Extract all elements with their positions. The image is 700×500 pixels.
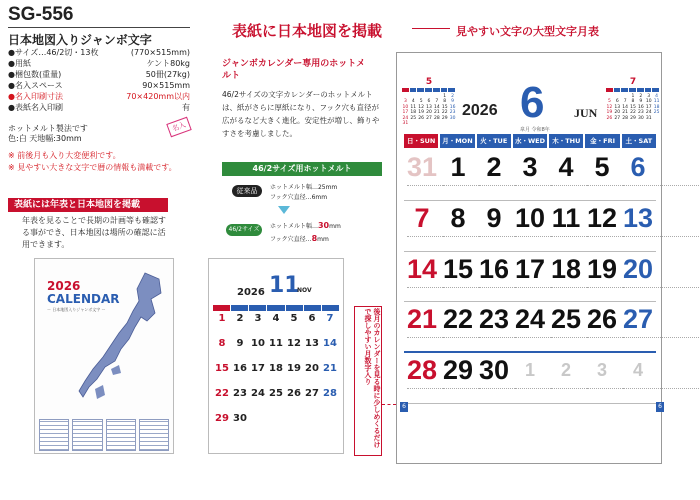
mini-day: 30 xyxy=(449,115,456,121)
nov-day: 25 xyxy=(269,388,283,399)
era-label: 皐月 令和8年 xyxy=(520,127,550,133)
memo-line xyxy=(623,185,700,193)
conventional-hole: フック穴直径…6mm xyxy=(270,194,328,201)
mini-day: 6 xyxy=(615,99,619,104)
new-width-label: ホットメルト幅… xyxy=(270,223,318,230)
day-cell xyxy=(584,302,620,353)
nov-day: 28 xyxy=(323,388,337,399)
nov-day: 27 xyxy=(305,388,319,399)
hotmelt-feature-title: ジャンボカレンダー専用のホットメルト xyxy=(222,59,366,81)
spec-label: ●名入印刷寸法 xyxy=(8,92,63,101)
mini-day: 7 xyxy=(623,99,627,104)
day-cell xyxy=(440,201,476,252)
day-number: 17 xyxy=(514,253,546,284)
nov-day: 12 xyxy=(287,338,301,349)
nov-day xyxy=(249,413,267,429)
mini-day: 18 xyxy=(410,110,417,115)
day-number: 4 xyxy=(632,360,643,381)
mini-day: 2 xyxy=(451,93,454,99)
memo-line xyxy=(623,337,700,345)
note-item: ※ 前後月も入り大変便利です。 xyxy=(8,151,121,160)
mini-day: 11 xyxy=(653,99,660,104)
day-number: 22 xyxy=(442,304,474,335)
nov-day: 5 xyxy=(290,313,298,324)
day-cell xyxy=(476,150,512,201)
mini-day: 12 xyxy=(606,104,613,110)
cover-banner-desc: 年表を見ることで長期の計画等も確認する事ができ、日本地図は場所の確認に活用できます。 xyxy=(22,216,166,249)
mini-day: 1 xyxy=(443,93,447,99)
mini-day: 16 xyxy=(449,104,456,110)
day-cell xyxy=(548,150,584,201)
product-name: 日本地図入りジャンボ文字 xyxy=(8,33,152,47)
main-month-name: JUN xyxy=(574,106,598,120)
mini-day: 24 xyxy=(402,115,409,121)
day-cell xyxy=(440,252,476,303)
mini-day: 3 xyxy=(403,99,407,104)
nov-day: 24 xyxy=(251,388,265,399)
nov-day: 21 xyxy=(323,363,337,374)
nov-year: 2026 xyxy=(237,287,265,298)
weekday-label: 火・TUE xyxy=(477,134,511,148)
nov-day-grid xyxy=(213,313,339,429)
weekday-label: 月・MON xyxy=(440,134,474,148)
arrow-down-icon xyxy=(278,206,290,214)
day-cell xyxy=(620,150,656,201)
mini-day: 25 xyxy=(653,110,660,115)
nov-day: 22 xyxy=(215,388,229,399)
spec-label: ●用紙 xyxy=(8,59,31,68)
day-number: 30 xyxy=(478,355,510,386)
weekday-label: 水・WED xyxy=(513,134,547,148)
weekday-label: 土・SAT xyxy=(622,134,656,148)
next-month-mini xyxy=(606,77,660,121)
day-number: 19 xyxy=(586,253,618,284)
day-cell xyxy=(584,150,620,201)
mini-day: 12 xyxy=(418,104,424,110)
day-number: 31 xyxy=(406,152,438,182)
spec-row xyxy=(8,103,190,113)
new-hole-unit: mm xyxy=(317,236,329,243)
weekday-label: 日・SUN xyxy=(404,134,438,148)
cover-year: 2026 xyxy=(47,279,81,293)
spec-label: ●サイズ…46/2切・13枚 xyxy=(8,48,99,57)
day-cell xyxy=(512,353,548,404)
new-hole-label: フック穴直径… xyxy=(270,236,312,243)
weekday-header xyxy=(404,134,656,148)
day-number: 3 xyxy=(596,360,607,381)
day-number: 1 xyxy=(524,360,535,381)
mini-day xyxy=(418,121,425,127)
day-number: 4 xyxy=(558,152,574,182)
nov-day: 29 xyxy=(215,413,229,424)
day-number: 13 xyxy=(622,202,654,233)
mini-day: 9 xyxy=(451,99,454,104)
day-cell xyxy=(620,252,656,303)
name-stamp-icon: 名入 xyxy=(166,117,191,138)
day-cell xyxy=(404,302,440,353)
day-number: 21 xyxy=(406,304,438,335)
mini-day: 21 xyxy=(433,110,440,115)
cover-calendar-image xyxy=(34,258,174,454)
nov-weekday-header xyxy=(213,305,339,311)
day-number: 12 xyxy=(586,202,618,233)
mini-day: 6 xyxy=(427,99,431,104)
mini-day: 2 xyxy=(639,93,643,99)
hotmelt-label: ホットメルト製法です xyxy=(8,124,88,133)
mini-day: 4 xyxy=(411,99,415,104)
mini-day xyxy=(653,116,660,122)
day-cell xyxy=(512,302,548,353)
nov-day: 10 xyxy=(251,338,265,349)
divider xyxy=(412,28,450,29)
day-number: 29 xyxy=(442,355,474,386)
nov-day: 30 xyxy=(233,413,247,424)
mini-day: 14 xyxy=(622,104,628,110)
spec-row xyxy=(8,48,190,58)
mini-day: 13 xyxy=(614,104,621,110)
memo-line xyxy=(623,388,700,396)
nov-day: 6 xyxy=(308,313,316,324)
nov-day: 17 xyxy=(251,363,265,374)
day-cell xyxy=(476,201,512,252)
mini-day: 22 xyxy=(441,110,448,115)
mini-day: 15 xyxy=(441,104,448,110)
mini-day: 23 xyxy=(637,110,644,115)
day-cell xyxy=(404,150,440,201)
callout-pointer xyxy=(382,404,396,405)
prev-month-mini xyxy=(402,77,456,127)
nov-day: 1 xyxy=(218,313,226,324)
mini-day: 19 xyxy=(606,110,613,115)
mini-day: 23 xyxy=(449,110,456,115)
day-cell xyxy=(512,150,548,201)
day-cell xyxy=(620,353,656,404)
mini-day: 20 xyxy=(426,110,432,115)
spec-value: (770×515mm) xyxy=(130,48,190,57)
mini-day xyxy=(426,121,433,127)
mini-day: 29 xyxy=(630,115,636,121)
mini-day: 1 xyxy=(631,93,635,99)
nov-day xyxy=(285,413,303,429)
headline-sub: 見やすい文字の大型文字月表 xyxy=(456,25,599,38)
day-cell xyxy=(476,252,512,303)
mini-day: 16 xyxy=(637,104,644,110)
mini-day: 17 xyxy=(645,104,652,110)
day-number: 27 xyxy=(622,304,654,335)
day-number: 10 xyxy=(514,202,546,233)
mini-day xyxy=(441,121,448,127)
mini-day: 8 xyxy=(443,99,447,104)
day-number: 1 xyxy=(450,152,466,182)
nov-month-name: NOV xyxy=(297,287,312,294)
mini-day: 27 xyxy=(426,115,432,121)
weekday-label: 木・THU xyxy=(549,134,583,148)
next-month-label: 7 xyxy=(629,77,637,87)
day-cell xyxy=(584,252,620,303)
mini-day: 26 xyxy=(606,115,613,121)
nov-day: 9 xyxy=(236,338,244,349)
nov-day: 11 xyxy=(269,338,283,349)
spec-row xyxy=(8,92,190,102)
day-number: 25 xyxy=(550,304,582,335)
next-month-grid xyxy=(606,94,660,122)
day-number: 15 xyxy=(442,253,474,284)
nov-calendar-image xyxy=(208,258,344,454)
spec-value: 有 xyxy=(182,103,190,112)
mini-day: 18 xyxy=(653,104,660,110)
nov-month: 11 xyxy=(269,273,300,298)
mini-day: 14 xyxy=(433,104,440,110)
nov-day: 7 xyxy=(326,313,334,324)
nov-day xyxy=(321,413,339,429)
mini-day: 20 xyxy=(614,110,621,115)
day-cell xyxy=(404,201,440,252)
nov-day: 14 xyxy=(323,338,337,349)
day-number: 7 xyxy=(414,202,430,233)
month-marker-right: 6 xyxy=(656,402,664,412)
day-number: 26 xyxy=(586,304,618,335)
spec-row xyxy=(8,59,190,69)
new-spec xyxy=(270,220,341,246)
day-cell xyxy=(440,353,476,404)
japan-map-icon xyxy=(75,269,171,409)
mini-day: 4 xyxy=(655,93,658,99)
mini-day: 11 xyxy=(410,104,417,110)
mini-day: 17 xyxy=(402,110,409,115)
mini-day: 13 xyxy=(426,104,432,110)
day-number: 16 xyxy=(478,253,510,284)
new-width-unit: mm xyxy=(329,223,341,230)
day-cell xyxy=(620,302,656,353)
day-number: 8 xyxy=(450,202,466,233)
day-number: 5 xyxy=(594,152,610,182)
spec-label: ●表紙名入印刷 xyxy=(8,103,63,112)
mini-day: 10 xyxy=(402,104,409,110)
mini-day: 5 xyxy=(419,99,423,104)
day-number: 18 xyxy=(550,253,582,284)
mini-day: 24 xyxy=(645,110,652,115)
day-cell xyxy=(476,353,512,404)
mini-day xyxy=(410,121,417,127)
mini-day: 21 xyxy=(622,110,628,115)
mini-day: 31 xyxy=(645,115,652,121)
mini-day: 3 xyxy=(647,93,651,99)
headline-main: 表紙に日本地図を掲載 xyxy=(232,22,383,40)
mini-day: 7 xyxy=(435,99,439,104)
day-number: 20 xyxy=(622,253,654,284)
month-marker-left: 6 xyxy=(400,402,408,412)
day-number: 24 xyxy=(514,304,546,335)
nov-day: 15 xyxy=(215,363,229,374)
mini-day: 10 xyxy=(645,99,652,104)
new-hole-value: 8 xyxy=(311,234,318,243)
mini-day: 26 xyxy=(418,115,424,121)
day-cell xyxy=(512,201,548,252)
nov-day xyxy=(267,413,285,429)
nov-day: 4 xyxy=(272,313,280,324)
spec-value: 90×515mm xyxy=(142,81,190,90)
new-width-value: 30 xyxy=(317,221,330,230)
mini-day: 15 xyxy=(630,104,636,110)
day-number: 6 xyxy=(630,152,646,182)
day-cell xyxy=(440,150,476,201)
memo-line xyxy=(623,287,700,295)
prev-month-label: 5 xyxy=(425,77,433,87)
cover-banner-title: 表紙には年表と日本地図を掲載 xyxy=(8,198,168,212)
hotmelt-feature-body: 46/2サイズの文字カレンダーのホットメルトは、紙がさらに厚紙になり、フック穴も直径が広がるなど大きく進化。安定性が増し、飾りやすさを考慮しました。 xyxy=(222,90,380,138)
day-cell xyxy=(584,201,620,252)
spec-value: 70×420mm以内 xyxy=(126,92,190,101)
size-banner: 46/2サイズ用ホットメルト xyxy=(222,162,382,176)
model-number: SG-556 xyxy=(8,4,74,25)
nov-day: 26 xyxy=(287,388,301,399)
conventional-spec xyxy=(270,183,337,203)
day-grid xyxy=(404,150,656,404)
day-cell xyxy=(548,302,584,353)
day-cell xyxy=(512,252,548,303)
main-year: 2026 xyxy=(462,102,498,119)
nov-day: 19 xyxy=(287,363,301,374)
day-number: 9 xyxy=(486,202,502,233)
day-cell xyxy=(476,302,512,353)
nov-day: 3 xyxy=(254,313,262,324)
mini-day: 31 xyxy=(402,121,409,126)
main-month: 6 xyxy=(520,78,545,127)
mini-day: 8 xyxy=(631,99,635,104)
spec-row xyxy=(8,81,190,91)
nov-day: 2 xyxy=(236,313,244,324)
mini-day xyxy=(433,121,440,127)
nov-day: 8 xyxy=(218,338,226,349)
yearly-mini-calendar xyxy=(39,419,169,451)
mini-day: 22 xyxy=(630,110,636,115)
day-number: 2 xyxy=(486,152,502,182)
new-size-badge: 46/2サイズ xyxy=(226,224,262,236)
mini-day: 28 xyxy=(433,115,440,121)
nov-day: 13 xyxy=(305,338,319,349)
day-cell xyxy=(620,201,656,252)
nov-day: 16 xyxy=(233,363,247,374)
mini-day: 30 xyxy=(637,115,644,121)
day-cell xyxy=(440,302,476,353)
mini-day: 25 xyxy=(410,115,417,121)
hotmelt-desc: 色:白 天地幅:30mm xyxy=(8,134,82,143)
divider xyxy=(8,27,190,28)
spec-label: ●梱包数(重量) xyxy=(8,70,62,79)
nov-day: 18 xyxy=(269,363,283,374)
callout-text: 後月のカレンダーを見る時に少しめくるだけで探しやすい月数字入り xyxy=(364,308,381,448)
nov-day: 20 xyxy=(305,363,319,374)
spec-row xyxy=(8,70,190,80)
day-cell xyxy=(548,252,584,303)
day-cell xyxy=(404,252,440,303)
prev-month-grid xyxy=(402,94,456,127)
day-number: 11 xyxy=(551,202,581,233)
day-number: 14 xyxy=(406,253,438,284)
note-item: ※ 見やすい大きな文字で暦の情報も満載です。 xyxy=(8,163,177,172)
day-number: 28 xyxy=(406,355,438,386)
cover-word: CALENDAR xyxy=(47,292,120,306)
cover-sub: ー 日本地図入りジャンボ文字 ー xyxy=(47,307,106,312)
spec-label: ●名入スペース xyxy=(8,81,63,90)
mini-day: 19 xyxy=(418,110,424,115)
spec-value: 50冊(27kg) xyxy=(145,70,190,79)
day-cell xyxy=(548,201,584,252)
nov-day: 23 xyxy=(233,388,247,399)
day-number: 2 xyxy=(560,360,571,381)
day-cell xyxy=(404,353,440,404)
spec-value: ケント80kg xyxy=(146,59,190,68)
day-cell xyxy=(584,353,620,404)
memo-line xyxy=(623,236,700,244)
mini-day: 9 xyxy=(639,99,643,104)
mini-day: 28 xyxy=(622,115,628,121)
weekday-label: 金・FRI xyxy=(585,134,619,148)
mini-day: 5 xyxy=(607,99,611,104)
conventional-width: ホットメルト幅…25mm xyxy=(270,184,338,191)
day-number: 23 xyxy=(478,304,510,335)
day-number: 3 xyxy=(522,152,538,182)
day-cell xyxy=(548,353,584,404)
mini-day xyxy=(449,121,456,127)
nov-day xyxy=(303,413,321,429)
conventional-badge: 従来品 xyxy=(232,185,262,197)
mini-day: 29 xyxy=(441,115,448,121)
mini-day: 27 xyxy=(614,115,621,121)
